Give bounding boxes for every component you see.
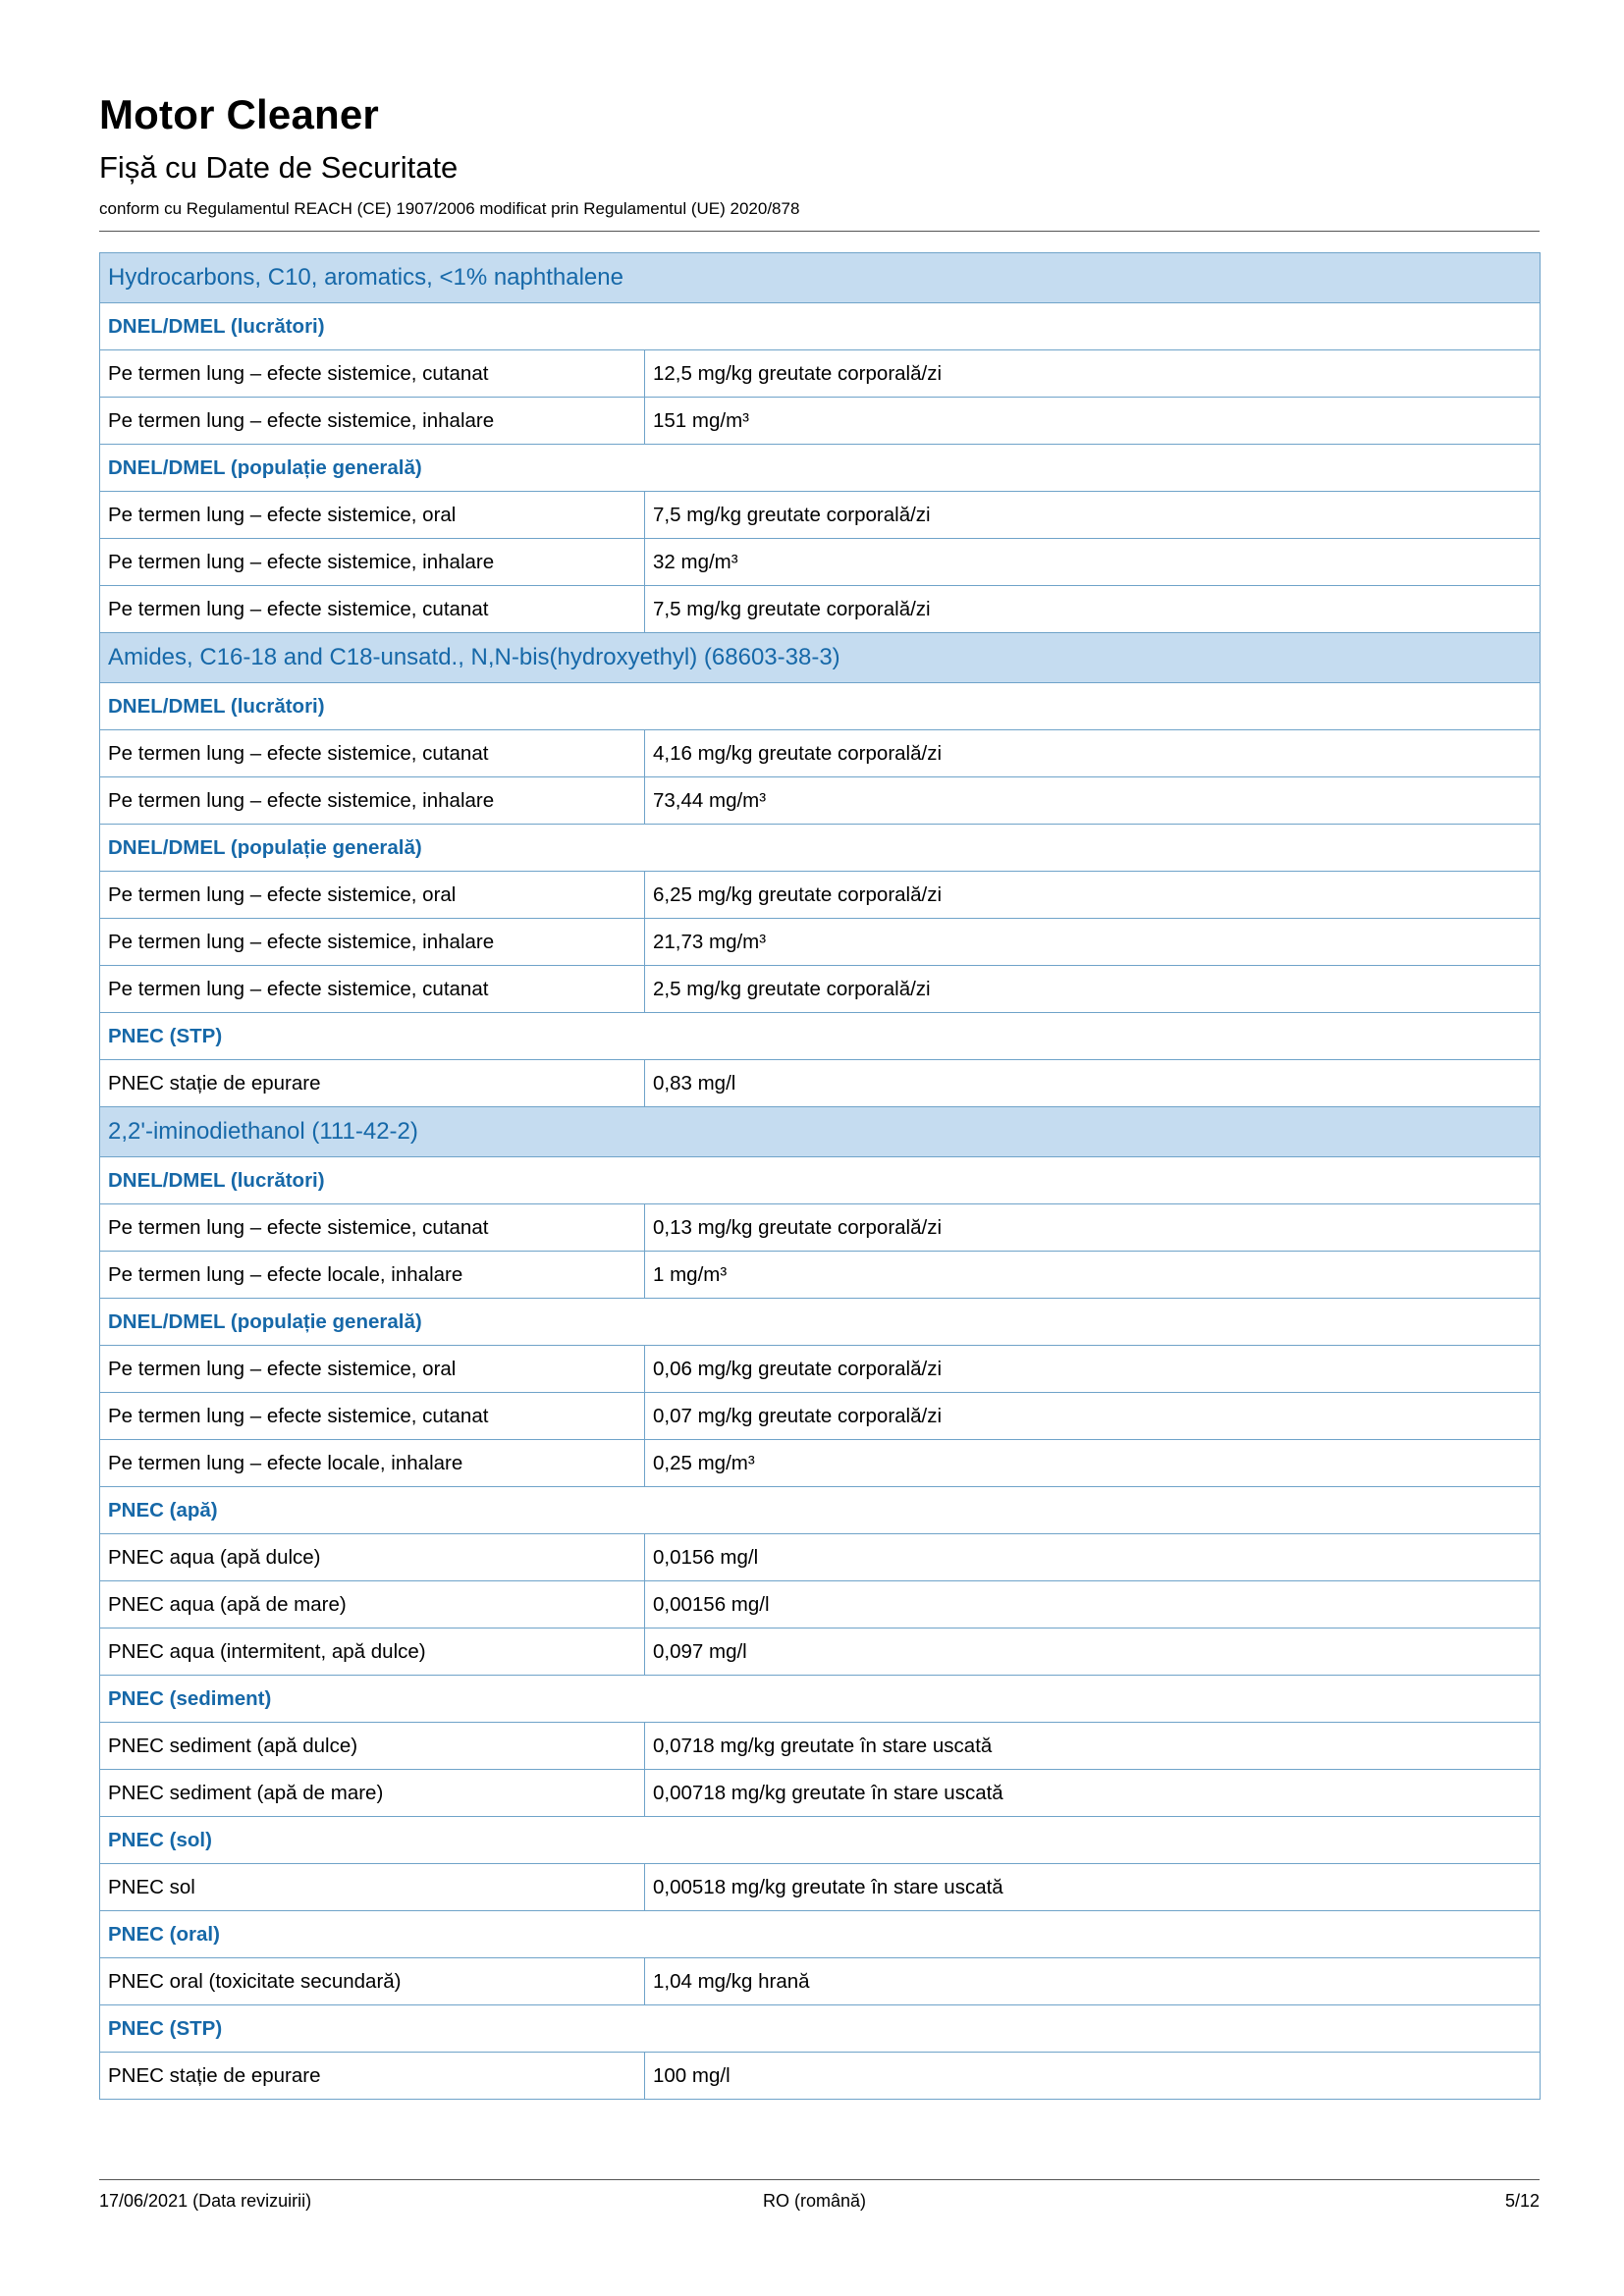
parameter-value: 1,04 mg/kg hrană xyxy=(645,1958,1541,2005)
table-row xyxy=(100,586,1541,633)
group-heading: PNEC (apă) xyxy=(100,1487,1541,1534)
group-heading: DNEL/DMEL (populație generală) xyxy=(100,445,1541,492)
parameter-value: 0,097 mg/l xyxy=(645,1629,1541,1676)
group-header-row xyxy=(100,2005,1541,2053)
parameter-value: 21,73 mg/m³ xyxy=(645,919,1541,966)
group-heading: PNEC (oral) xyxy=(100,1911,1541,1958)
parameter-label: PNEC sediment (apă de mare) xyxy=(100,1770,645,1817)
parameter-label: PNEC sediment (apă dulce) xyxy=(100,1723,645,1770)
parameter-value: 0,00156 mg/l xyxy=(645,1581,1541,1629)
table-row xyxy=(100,350,1541,398)
group-heading: DNEL/DMEL (lucrători) xyxy=(100,683,1541,730)
table-row xyxy=(100,492,1541,539)
table-row xyxy=(100,2053,1541,2100)
parameter-value: 73,44 mg/m³ xyxy=(645,777,1541,825)
parameter-label: PNEC aqua (intermitent, apă dulce) xyxy=(100,1629,645,1676)
parameter-value: 4,16 mg/kg greutate corporală/zi xyxy=(645,730,1541,777)
parameter-label: Pe termen lung – efecte sistemice, cutanat xyxy=(100,730,645,777)
group-heading: PNEC (STP) xyxy=(100,2005,1541,2053)
header-divider xyxy=(99,231,1540,232)
parameter-value: 0,0718 mg/kg greutate în stare uscată xyxy=(645,1723,1541,1770)
parameter-label: PNEC aqua (apă de mare) xyxy=(100,1581,645,1629)
table-row xyxy=(100,1864,1541,1911)
table-body xyxy=(100,253,1541,2100)
regulation-note: conform cu Regulamentul REACH (CE) 1907/2006 modificat prin Regulamentul (UE) 2020/878 xyxy=(99,199,800,218)
table-row xyxy=(100,1770,1541,1817)
parameter-value: 100 mg/l xyxy=(645,2053,1541,2100)
parameter-label: Pe termen lung – efecte sistemice, oral xyxy=(100,872,645,919)
group-header-row xyxy=(100,1299,1541,1346)
parameter-value: 12,5 mg/kg greutate corporală/zi xyxy=(645,350,1541,398)
parameter-label: PNEC stație de epurare xyxy=(100,2053,645,2100)
substance-name: Amides, C16-18 and C18-unsatd., N,N-bis(hydroxyethyl) (68603-38-3) xyxy=(100,633,1541,683)
substance-name: Hydrocarbons, C10, aromatics, <1% naphthalene xyxy=(100,253,1541,303)
table-row xyxy=(100,1252,1541,1299)
parameter-value: 1 mg/m³ xyxy=(645,1252,1541,1299)
parameter-value: 0,83 mg/l xyxy=(645,1060,1541,1107)
page-number: 5/12 xyxy=(1504,2191,1540,2211)
parameter-label: Pe termen lung – efecte locale, inhalare xyxy=(100,1252,645,1299)
group-header-row xyxy=(100,445,1541,492)
substance-row xyxy=(100,1107,1541,1157)
table-row xyxy=(100,539,1541,586)
parameter-value: 0,00718 mg/kg greutate în stare uscată xyxy=(645,1770,1541,1817)
footer-divider xyxy=(99,2179,1540,2180)
parameter-label: Pe termen lung – efecte sistemice, oral xyxy=(100,1346,645,1393)
parameter-label: PNEC stație de epurare xyxy=(100,1060,645,1107)
parameter-value: 151 mg/m³ xyxy=(645,398,1541,445)
group-heading: DNEL/DMEL (lucrători) xyxy=(100,303,1541,350)
parameter-label: Pe termen lung – efecte sistemice, oral xyxy=(100,492,645,539)
parameter-value: 0,07 mg/kg greutate corporală/zi xyxy=(645,1393,1541,1440)
group-heading: DNEL/DMEL (lucrători) xyxy=(100,1157,1541,1204)
parameter-label: Pe termen lung – efecte locale, inhalare xyxy=(100,1440,645,1487)
table-row xyxy=(100,730,1541,777)
parameter-value: 2,5 mg/kg greutate corporală/zi xyxy=(645,966,1541,1013)
parameter-label: Pe termen lung – efecte sistemice, cutanat xyxy=(100,586,645,633)
group-header-row xyxy=(100,1676,1541,1723)
table-row xyxy=(100,1440,1541,1487)
parameter-value: 0,00518 mg/kg greutate în stare uscată xyxy=(645,1864,1541,1911)
table-row xyxy=(100,1393,1541,1440)
parameter-value: 0,06 mg/kg greutate corporală/zi xyxy=(645,1346,1541,1393)
substance-name: 2,2'-iminodiethanol (111-42-2) xyxy=(100,1107,1541,1157)
page-footer xyxy=(99,2191,1540,2215)
parameter-label: Pe termen lung – efecte sistemice, inhalare xyxy=(100,398,645,445)
parameter-value: 0,25 mg/m³ xyxy=(645,1440,1541,1487)
parameter-label: Pe termen lung – efecte sistemice, cutanat xyxy=(100,350,645,398)
group-heading: DNEL/DMEL (populație generală) xyxy=(100,1299,1541,1346)
parameter-label: Pe termen lung – efecte sistemice, inhalare xyxy=(100,539,645,586)
parameter-value: 6,25 mg/kg greutate corporală/zi xyxy=(645,872,1541,919)
table-row xyxy=(100,1346,1541,1393)
document-subtitle: Fișă cu Date de Securitate xyxy=(99,150,459,185)
parameter-value: 0,0156 mg/l xyxy=(645,1534,1541,1581)
table-row xyxy=(100,919,1541,966)
group-heading: PNEC (STP) xyxy=(100,1013,1541,1060)
group-heading: DNEL/DMEL (populație generală) xyxy=(100,825,1541,872)
parameter-label: Pe termen lung – efecte sistemice, inhalare xyxy=(100,919,645,966)
group-header-row xyxy=(100,1817,1541,1864)
group-header-row xyxy=(100,1487,1541,1534)
group-heading: PNEC (sol) xyxy=(100,1817,1541,1864)
table-row xyxy=(100,1629,1541,1676)
group-header-row xyxy=(100,825,1541,872)
parameter-label: PNEC oral (toxicitate secundară) xyxy=(100,1958,645,2005)
parameter-label: Pe termen lung – efecte sistemice, cutanat xyxy=(100,1393,645,1440)
parameter-value: 7,5 mg/kg greutate corporală/zi xyxy=(645,586,1541,633)
parameter-label: Pe termen lung – efecte sistemice, inhalare xyxy=(100,777,645,825)
table-row xyxy=(100,1060,1541,1107)
group-header-row xyxy=(100,1157,1541,1204)
group-header-row xyxy=(100,683,1541,730)
table-row xyxy=(100,1723,1541,1770)
group-header-row xyxy=(100,1911,1541,1958)
revision-date: 17/06/2021 (Data revizuirii) xyxy=(99,2191,312,2211)
table-row xyxy=(100,872,1541,919)
parameter-value: 7,5 mg/kg greutate corporală/zi xyxy=(645,492,1541,539)
group-header-row xyxy=(100,303,1541,350)
group-header-row xyxy=(100,1013,1541,1060)
table-row xyxy=(100,966,1541,1013)
parameter-value: 0,13 mg/kg greutate corporală/zi xyxy=(645,1204,1541,1252)
table-row xyxy=(100,1204,1541,1252)
parameter-label: PNEC aqua (apă dulce) xyxy=(100,1534,645,1581)
table-row xyxy=(100,1581,1541,1629)
table-row xyxy=(100,1958,1541,2005)
substance-row xyxy=(100,253,1541,303)
document-title: Motor Cleaner xyxy=(99,91,379,137)
table-row xyxy=(100,398,1541,445)
parameter-label: PNEC sol xyxy=(100,1864,645,1911)
group-heading: PNEC (sediment) xyxy=(100,1676,1541,1723)
document-header xyxy=(99,91,1540,218)
table-row xyxy=(100,777,1541,825)
parameter-label: Pe termen lung – efecte sistemice, cutanat xyxy=(100,1204,645,1252)
table-row xyxy=(100,1534,1541,1581)
substance-row xyxy=(100,633,1541,683)
document-language: RO (română) xyxy=(763,2191,867,2211)
parameter-value: 32 mg/m³ xyxy=(645,539,1541,586)
exposure-limits-table xyxy=(99,252,1541,2100)
parameter-label: Pe termen lung – efecte sistemice, cutanat xyxy=(100,966,645,1013)
